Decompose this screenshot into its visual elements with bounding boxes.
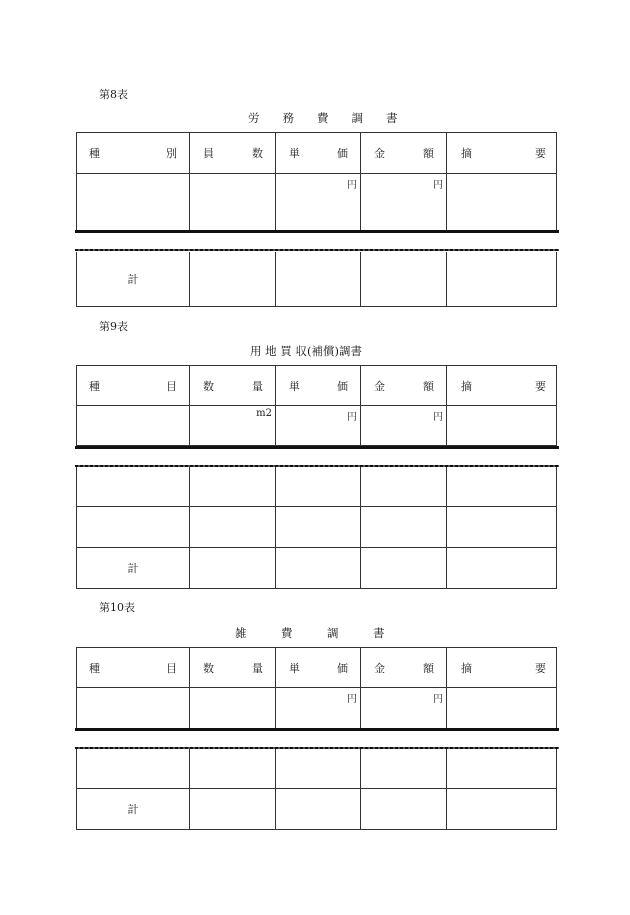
total-row [76,252,557,307]
header-text-left: 金 [374,661,385,675]
header-cell [189,648,275,687]
table-cell[interactable] [275,467,360,506]
total-label-cell [77,252,189,306]
header-cell [189,133,275,173]
header-text-left: 金 [374,379,385,393]
header-cell [275,366,360,405]
table-cell[interactable] [446,252,558,306]
total-label: 計 [127,273,139,286]
table-9-header-row [76,365,557,406]
table-cell[interactable] [77,406,189,445]
table-8-label: 第8表 [99,88,128,101]
table-cell[interactable] [360,548,446,588]
table-cell[interactable] [446,467,558,506]
table-cell[interactable] [77,688,189,728]
table-cell[interactable] [360,174,446,230]
table-cell[interactable] [77,749,189,788]
header-cell [446,133,558,173]
table-cell[interactable] [360,252,446,306]
table-9-continued [76,467,557,589]
table-row [76,467,557,507]
table-row [76,174,557,231]
table-cell[interactable] [446,688,558,728]
unit-m2: m2 [256,408,272,419]
header-text-right: 要 [535,147,546,160]
table-cell[interactable] [275,548,360,588]
total-row [76,548,557,589]
header-text-left: 単 [289,147,300,160]
header-text-right: 額 [423,379,434,393]
table-cell[interactable] [360,749,446,788]
header-text-right: 価 [337,661,348,675]
header-text-right: 額 [423,147,434,160]
table-cell[interactable] [189,252,275,306]
table-cell[interactable] [360,467,446,506]
unit-yen: 円 [347,180,357,191]
table-break-line [75,230,559,233]
table-cell[interactable] [189,507,275,547]
table-cell[interactable] [275,688,360,728]
header-text-right: 価 [337,147,348,160]
table-9 [76,365,557,446]
table-8-total [76,252,557,307]
header-text-left: 数 [203,379,214,393]
table-cell[interactable] [77,174,189,230]
header-text-right: 別 [166,147,177,160]
header-text-right: 量 [252,661,263,675]
header-text-right: 目 [166,661,177,675]
table-cell[interactable] [189,789,275,829]
header-cell [275,133,360,173]
header-text-left: 単 [289,661,300,675]
header-cell [360,648,446,687]
table-cell[interactable] [275,507,360,547]
table-10-header-row [76,647,557,688]
header-text-right: 数 [252,147,263,160]
table-row [76,749,557,789]
header-text-left: 金 [374,147,385,160]
header-text-left: 摘 [461,379,472,393]
total-label: 計 [127,803,139,816]
table-cell[interactable] [446,174,558,230]
table-row [76,406,557,446]
table-cell[interactable] [360,406,446,445]
table-9-title: 用 地 買 収(補償)調書 [250,344,362,358]
table-cell[interactable] [360,688,446,728]
table-cell[interactable] [275,406,360,445]
header-cell [77,648,189,687]
unit-yen: 円 [433,694,443,705]
header-cell [446,366,558,405]
table-cell[interactable] [275,789,360,829]
table-cell[interactable] [189,406,275,445]
unit-yen: 円 [433,180,443,191]
table-10-title: 雑 費 調 書 [235,626,385,640]
header-text-left: 単 [289,379,300,393]
header-text-left: 種 [89,147,100,160]
table-cell[interactable] [189,174,275,230]
table-8 [76,132,557,231]
header-text-left: 摘 [461,661,472,675]
header-text-right: 量 [252,379,263,393]
table-cell[interactable] [189,548,275,588]
header-text-left: 数 [203,661,214,675]
header-text-left: 摘 [461,147,472,160]
table-break-line [75,728,559,731]
unit-yen: 円 [347,412,357,423]
header-cell [275,648,360,687]
table-cell[interactable] [77,467,189,506]
table-row [76,688,557,729]
table-cell[interactable] [275,252,360,306]
header-text-left: 種 [89,661,100,675]
table-10 [76,647,557,729]
total-label: 計 [127,562,139,575]
total-row [76,789,557,830]
header-text-left: 種 [89,379,100,393]
unit-yen: 円 [347,694,357,705]
header-text-right: 価 [337,379,348,393]
table-cell[interactable] [446,749,558,788]
table-cell[interactable] [77,507,189,547]
header-cell [446,648,558,687]
header-text-right: 額 [423,661,434,675]
total-label-cell [77,548,189,588]
table-cell[interactable] [360,507,446,547]
table-cell[interactable] [189,688,275,728]
header-cell [189,366,275,405]
table-row [76,507,557,548]
unit-yen: 円 [433,412,443,423]
header-text-right: 要 [535,379,546,393]
table-cell[interactable] [446,789,558,829]
header-cell [77,366,189,405]
table-10-continued [76,749,557,830]
table-cell[interactable] [446,507,558,547]
table-cell[interactable] [446,548,558,588]
table-break-wavy [75,249,559,251]
table-cell[interactable] [275,749,360,788]
table-cell[interactable] [189,749,275,788]
table-break-line [75,446,559,449]
table-cell[interactable] [446,406,558,445]
total-label-cell [77,789,189,829]
header-cell [360,133,446,173]
table-9-label: 第9表 [99,320,128,333]
table-cell[interactable] [275,174,360,230]
table-cell[interactable] [360,789,446,829]
table-8-title: 労 務 費 調 書 [248,111,398,125]
header-text-right: 要 [535,661,546,675]
header-text-left: 員 [203,147,214,160]
table-10-label: 第10表 [99,601,135,614]
header-cell [360,366,446,405]
table-cell[interactable] [189,467,275,506]
table-8-header-row [76,132,557,174]
header-text-right: 目 [166,379,177,393]
header-cell [77,133,189,173]
